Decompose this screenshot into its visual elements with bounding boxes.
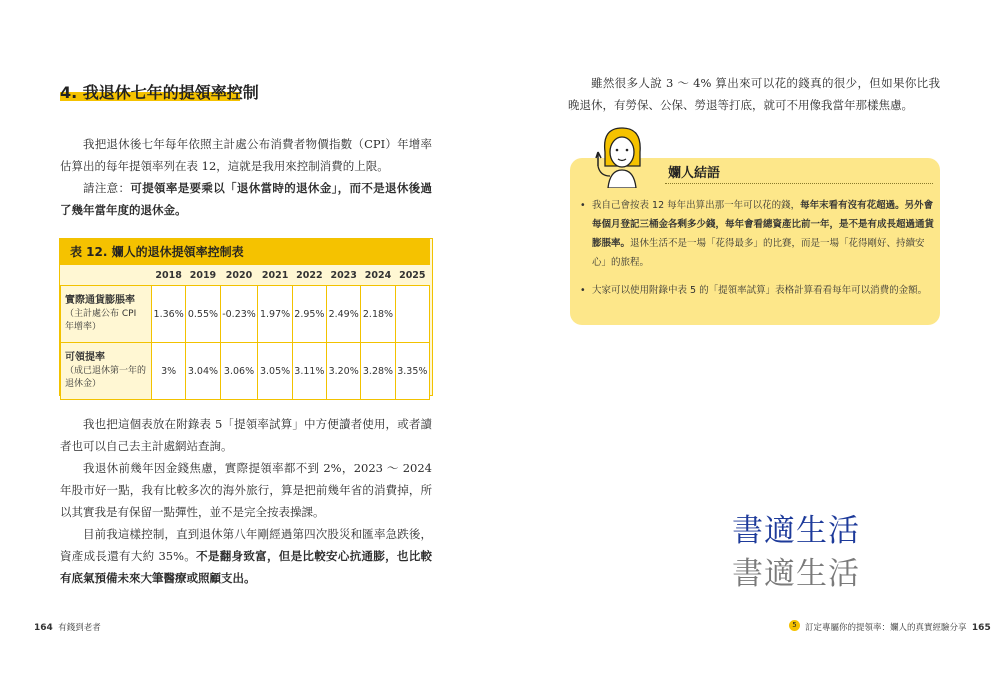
row-label: 可領提率 （成已退休第一年的退休金） <box>61 343 152 400</box>
table-cell: 3.20% <box>327 343 361 400</box>
box-title: 孄人結語 <box>668 166 721 181</box>
paragraph-2: 請注意：可提領率是要乘以「退休當時的退休金」，而不是退休後過了幾年當年度的退休金。 <box>60 181 433 217</box>
table-cell: 3.28% <box>361 343 395 400</box>
row-label: 實際通貨膨脹率 （主計處公布 CPI 年增率） <box>61 286 152 343</box>
table-row <box>61 343 430 400</box>
table-cell: -0.23% <box>220 286 258 343</box>
table-cell: 3% <box>152 343 186 400</box>
table-cell: 3.11% <box>292 343 326 400</box>
table-cell: 0.55% <box>186 286 220 343</box>
table-cell: 2.49% <box>327 286 361 343</box>
page-number: 165 <box>971 623 991 633</box>
year-header: 2025 <box>399 269 426 281</box>
paragraph-1: 我把退休後七年每年依照主計處公布消費者物價指數（CPI）年增率估算出的每年提領率列在表 12，這就是我用來控制消費的上限。 <box>60 137 432 173</box>
table-cell: 3.06% <box>220 343 258 400</box>
watermark-gray: 書適生活 <box>732 556 860 592</box>
table-cell <box>395 286 429 343</box>
table-cell: 3.04% <box>186 343 220 400</box>
author-avatar-icon <box>590 122 650 188</box>
year-header: 2020 <box>225 269 253 281</box>
table-cell: 2.18% <box>361 286 395 343</box>
chapter-number-icon: 5 <box>789 620 800 631</box>
table-row <box>61 286 430 343</box>
page-number: 164 <box>34 623 53 633</box>
bullet-icon: • <box>580 285 586 296</box>
bullet-icon: • <box>580 200 586 211</box>
year-header: 2022 <box>296 269 323 281</box>
left-footer <box>34 621 101 633</box>
paragraph-5: 目前我這樣控制，直到退休第八年剛經過第四次股災和匯率急跌後，資產成長還有大約 35%。不是翻身致富，但是比較安心抗通膨，也比較有底氣預備未來大筆醫療或照顧支出。 <box>60 527 433 585</box>
table-cell: 1.36% <box>152 286 186 343</box>
year-header: 2024 <box>364 269 392 281</box>
paragraph-4: 我退休前幾年因金錢焦慮，實際提領率都不到 2%，2023 ～ 2024 年股市好一點，我有比較多次的海外旅行，算是把前幾年省的消費掉，所以其實我是有保留一點彈性，並不是完全按表操課。 <box>60 461 432 519</box>
table-cell: 3.05% <box>258 343 292 400</box>
paragraph-3: 我也把這個表放在附錄表 5「提領率試算」中方便讀者使用，或者讀者也可以自己去主計處網站查詢。 <box>60 417 432 453</box>
year-header: 2023 <box>330 269 357 281</box>
table-header-row <box>61 265 430 286</box>
withdrawal-rate-table <box>60 265 430 400</box>
intro-paragraph: 雖然很多人說 3 ～ 4% 算出來可以花的錢真的很少，但如果你比我晚退休，有勞保、公保、勞退等打底，就可不用像我當年那樣焦慮。 <box>568 76 940 112</box>
year-header: 2019 <box>189 269 217 281</box>
watermark-blue: 書適生活 <box>732 513 860 549</box>
table-cell: 3.35% <box>395 343 429 400</box>
summary-bullet-2: • 大家可以使用附錄中表 5 的「提領率試算」表格計算看看每年可以消費的金額。 <box>592 281 934 300</box>
footer-title: 訂定專屬你的提領率：孄人的真實經驗分享 <box>805 623 967 633</box>
footer-title: 有錢到老者 <box>58 623 101 633</box>
summary-bullet-1: • 我自己會按表 12 每年出算出那一年可以花的錢，每年末看有沒有花超過。另外會每個月登記三桶金各剩多少錢，每年會看總資產比前一年，是不是有成長超過通貨膨脹率。退休生活不是一場「花得最多」的比賽，而是一場「花得剛好、持續安心」的旅程。 <box>592 196 934 272</box>
table-cell: 2.95% <box>292 286 326 343</box>
year-header: 2018 <box>155 269 182 281</box>
table-header-blank <box>61 265 152 286</box>
right-footer <box>805 621 991 633</box>
table-title: 表 12. 孄人的退休提領率控制表 <box>60 239 430 265</box>
table-cell: 1.97% <box>258 286 292 343</box>
box-divider <box>665 183 933 184</box>
year-header: 2021 <box>261 269 289 281</box>
section-heading: 4. 我退休七年的提領率控制 <box>60 83 259 102</box>
